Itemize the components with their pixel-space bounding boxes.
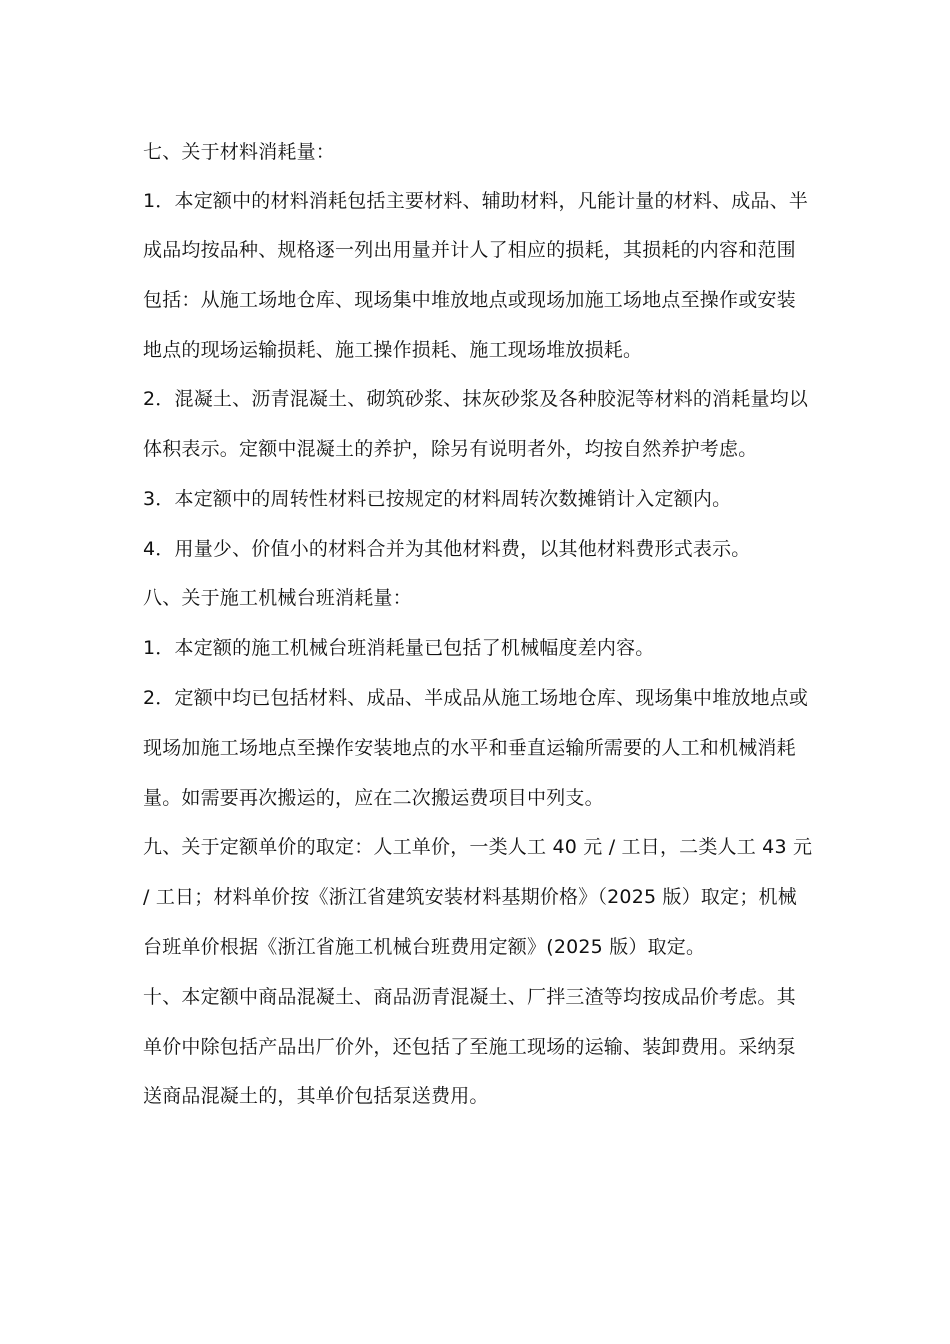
section-heading-10: 十、本定额中商品混凝土、商品沥青混凝土、厂拌三渣等均按成品价考虑。其 [143,986,796,1008]
paragraph-line: 单价中除包括产品出厂价外，还包括了至施工现场的运输、装卸费用。采纳泵 [143,1036,796,1058]
paragraph-line: 3．本定额中的周转性材料已按规定的材料周转次数摊销计入定额内。 [143,488,732,510]
paragraph-line: 2．定额中均已包括材料、成品、半成品从施工场地仓库、现场集中堆放地点或 [143,687,809,709]
paragraph-line: 4．用量少、价值小的材料合并为其他材料费，以其他材料费形式表示。 [143,538,751,560]
paragraph-line: 现场加施工场地点至操作安装地点的水平和垂直运输所需要的人工和机械消耗 [143,737,796,759]
paragraph-line: 台班单价根据《浙江省施工机械台班费用定额》(2025 版）取定。 [143,936,706,958]
paragraph-line: 地点的现场运输损耗、施工操作损耗、施工现场堆放损耗。 [143,339,643,361]
paragraph-line: 送商品混凝土的，其单价包括泵送费用。 [143,1085,489,1107]
section-heading-8: 八、关于施工机械台班消耗量： [143,587,412,609]
paragraph-line: 成品均按品种、规格逐一列出用量并计人了相应的损耗，其损耗的内容和范围 [143,239,796,261]
paragraph-line: 量。如需要再次搬运的，应在二次搬运费项目中列支。 [143,787,604,809]
paragraph-line: / 工日；材料单价按《浙江省建筑安装材料基期价格》（2025 版）取定；机械 [143,886,797,908]
paragraph-line: 2．混凝土、沥青混凝土、砌筑砂浆、抹灰砂浆及各种胶泥等材料的消耗量均以 [143,388,809,410]
section-heading-9: 九、关于定额单价的取定：人工单价，一类人工 40 元 / 工日，二类人工 43 元 [143,836,813,858]
section-heading-7: 七、关于材料消耗量： [143,141,336,163]
paragraph-line: 1．本定额中的材料消耗包括主要材料、辅助材料，凡能计量的材料、成品、半 [143,190,809,212]
paragraph-line: 包括：从施工场地仓库、现场集中堆放地点或现场加施工场地点至操作或安装 [143,289,796,311]
paragraph-line: 1．本定额的施工机械台班消耗量已包括了机械幅度差内容。 [143,637,655,659]
paragraph-line: 体积表示。定额中混凝土的养护，除另有说明者外，均按自然养护考虑。 [143,438,758,460]
